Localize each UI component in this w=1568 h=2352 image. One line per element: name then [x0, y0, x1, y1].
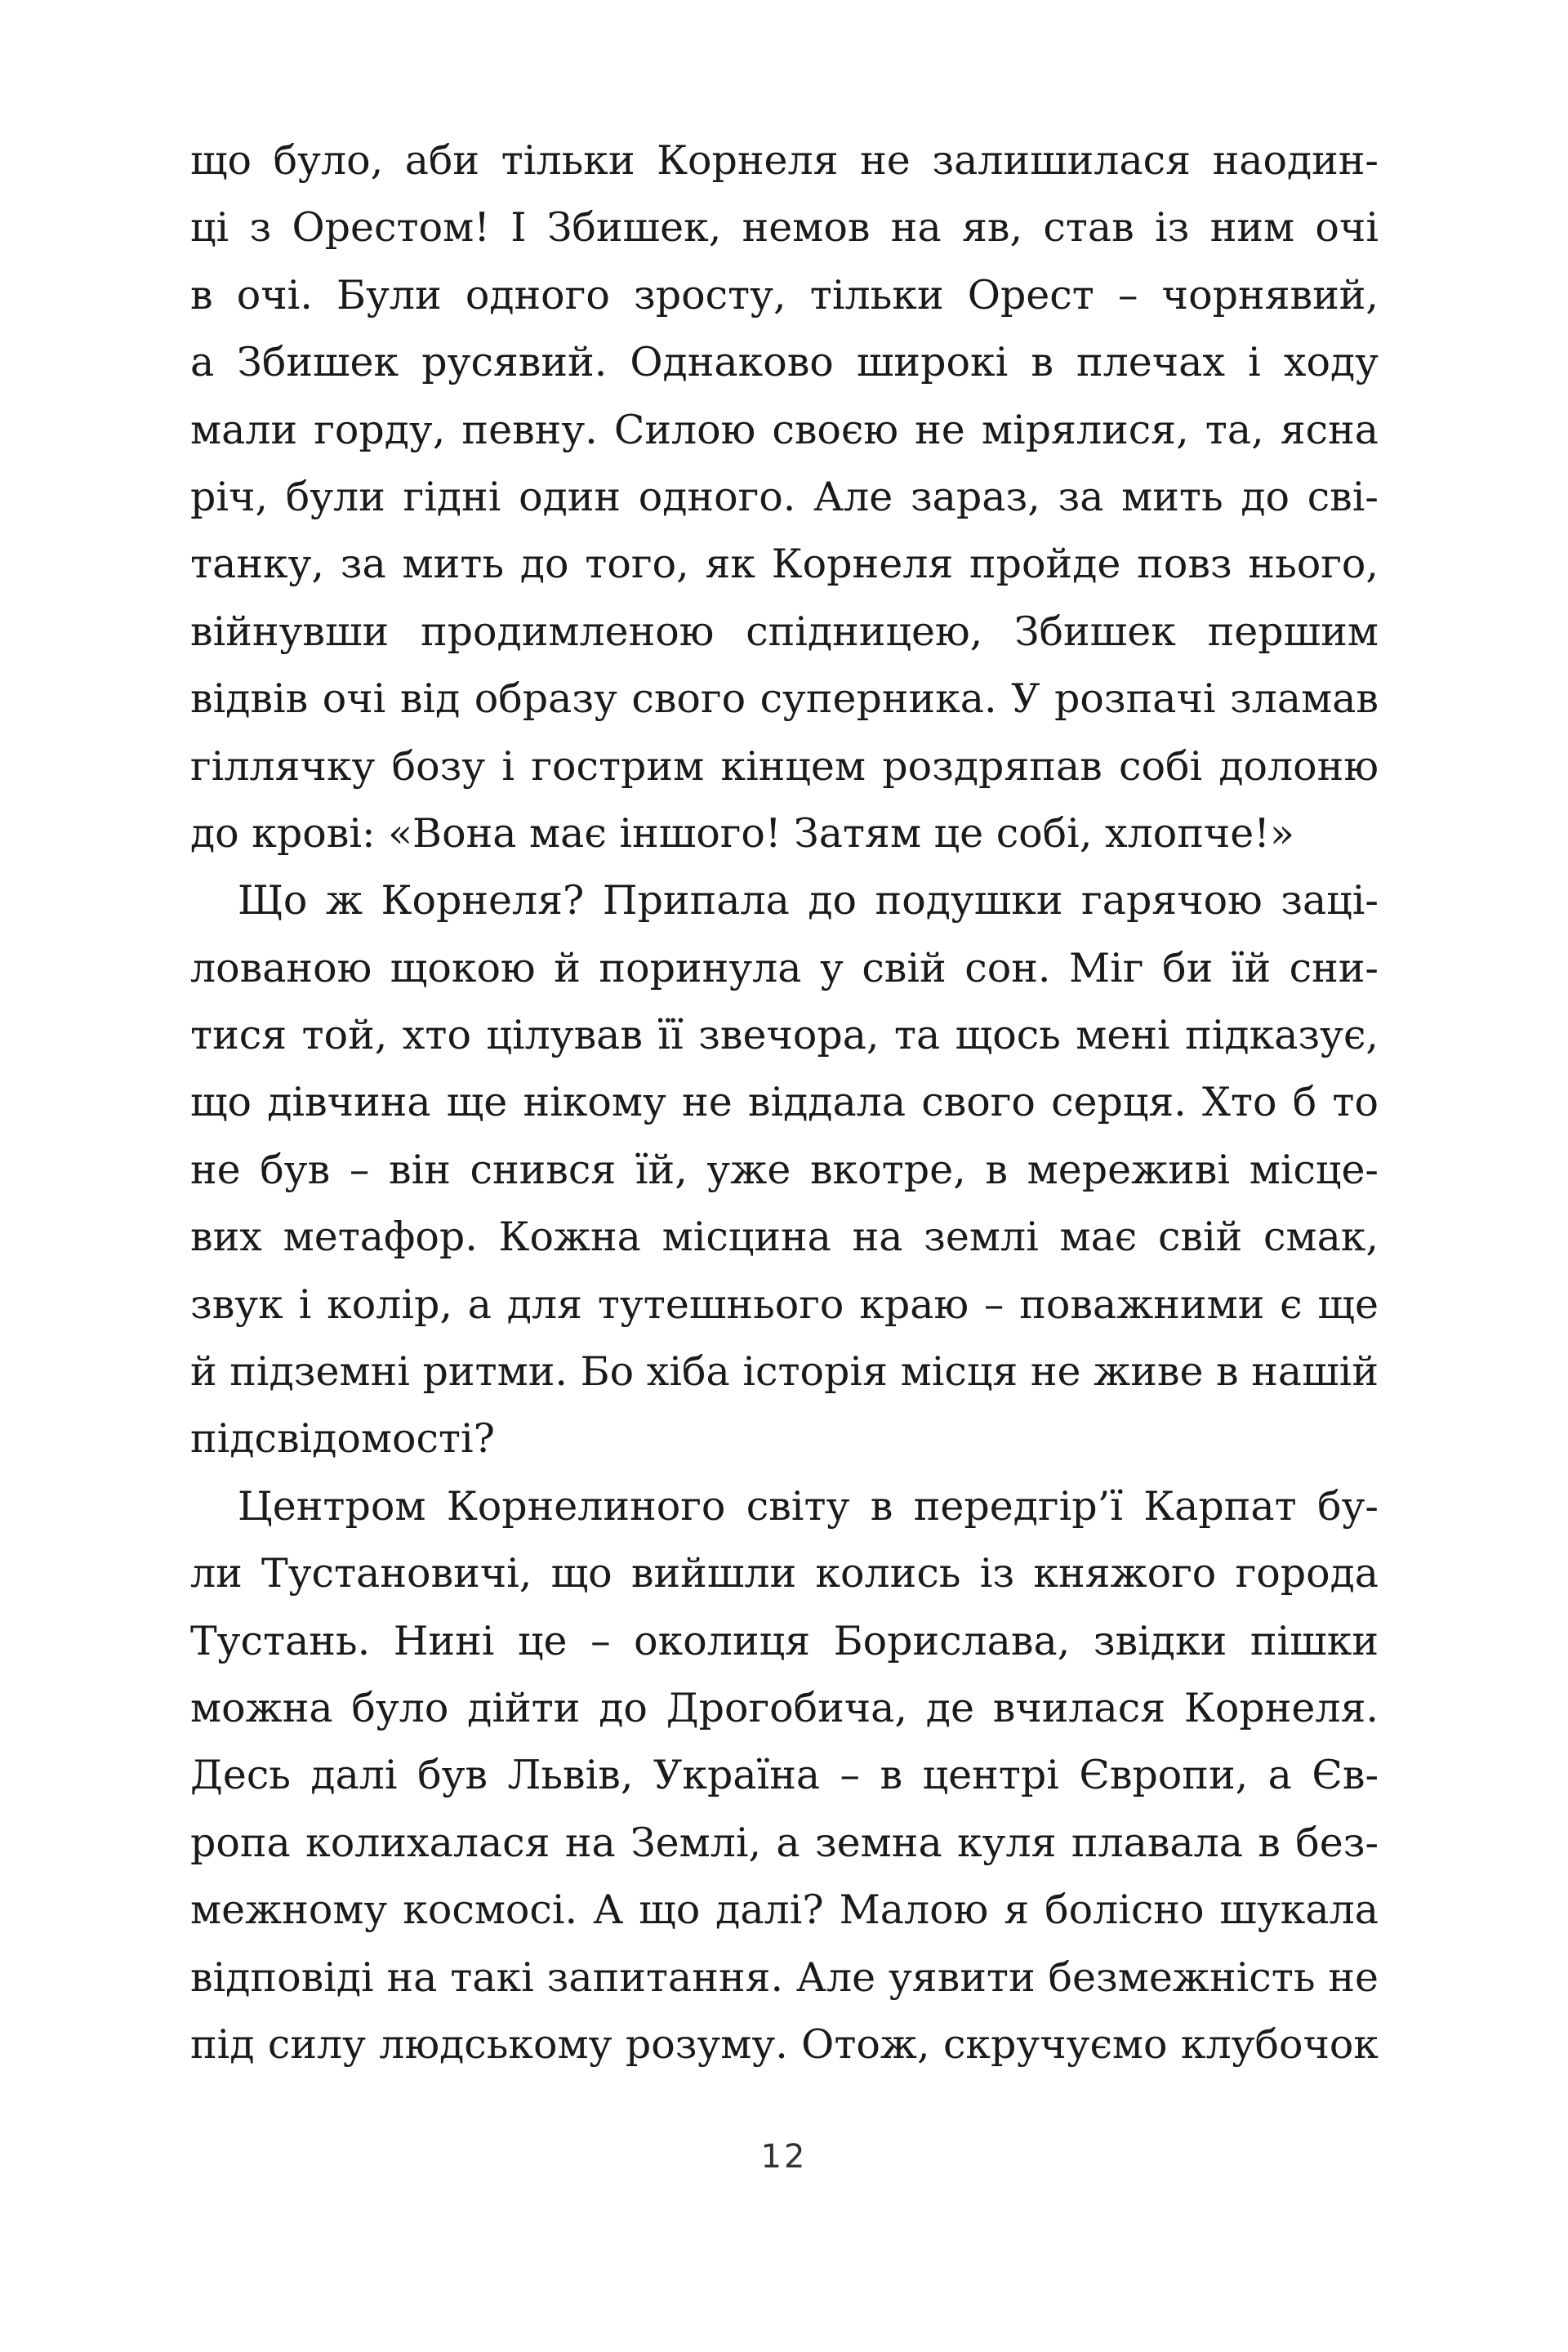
text-line: Тустань. Нині це – околиця Борислава, звідки пішки — [190, 1617, 1379, 1664]
text-line: що було, аби тільки Корнеля не залишилася наодин- — [190, 137, 1379, 184]
text-line: гіллячку бозу і гострим кінцем роздряпав собі долоню — [190, 742, 1379, 790]
text-line: в очі. Були одного зросту, тільки Орест – чорнявий, — [190, 271, 1379, 318]
text-line: тися той, хто цілував її звечора, та щось мені підказує, — [190, 1012, 1379, 1059]
text-line: ли Тустановичі, що вийшли колись із княжого города — [190, 1550, 1379, 1597]
page-number: 12 — [760, 2138, 808, 2176]
text-line: відповіді на такі запитання. Але уявити безмежність не — [190, 1953, 1379, 2001]
text-line: підсвідомості? — [190, 1415, 495, 1463]
text-line: Що ж Корнеля? Припала до подушки гарячою заці- — [238, 877, 1379, 924]
text-line: не був – він снився їй, уже вкотре, в мереживі місце- — [190, 1146, 1379, 1193]
text-line: до крові: «Вона має іншого! Затям це собі, хлопче!» — [190, 809, 1294, 857]
text-line: й підземні ритми. Бо хіба історія місця не живе в нашій — [190, 1348, 1379, 1396]
paragraph — [190, 867, 1379, 1473]
text-line: під силу людському розуму. Отож, скручуємо клубочок — [190, 2020, 1379, 2068]
body-text — [190, 127, 1379, 2078]
text-line: а Збишек русявий. Однаково широкі в плечах і ходу — [190, 339, 1379, 386]
text-line: річ, були гідні один одного. Але зараз, за мить до сві- — [190, 473, 1379, 520]
text-line: лованою щокою й поринула у свій сон. Міг би їй сни- — [190, 944, 1379, 991]
text-line: танку, за мить до того, як Корнеля пройде повз нього, — [190, 541, 1379, 588]
text-line: звук і колір, а для тутешнього краю – поважними є ще — [190, 1281, 1379, 1328]
text-line: Центром Корнелиного світу в передгір’ї Карпат бу- — [238, 1482, 1379, 1530]
text-line: можна було дійти до Дрогобича, де вчилася Корнеля. — [190, 1684, 1379, 1731]
text-line: ропа колихалася на Землі, а земна куля плавала в без- — [190, 1819, 1379, 1866]
text-line: Десь далі був Львів, Україна – в центрі Європи, а Єв- — [190, 1752, 1379, 1799]
text-line: мали горду, певну. Силою своєю не мірялися, та, ясна — [190, 406, 1379, 453]
paragraph — [190, 1473, 1379, 2079]
text-line: відвів очі від образу свого суперника. У розпачі зламав — [190, 675, 1379, 723]
text-line: вих метафор. Кожна місцина на землі має свій смак, — [190, 1214, 1379, 1261]
text-line: що дівчина ще нікому не віддала свого серця. Хто б то — [190, 1079, 1379, 1126]
paragraph — [190, 127, 1379, 867]
text-line: межному космосі. А що далі? Малою я болісно шукала — [190, 1886, 1379, 1934]
text-line: війнувши продимленою спідницею, Збишек першим — [190, 608, 1379, 655]
text-line: ці з Орестом! І Збишек, немов на яв, став із ним очі — [190, 204, 1379, 252]
